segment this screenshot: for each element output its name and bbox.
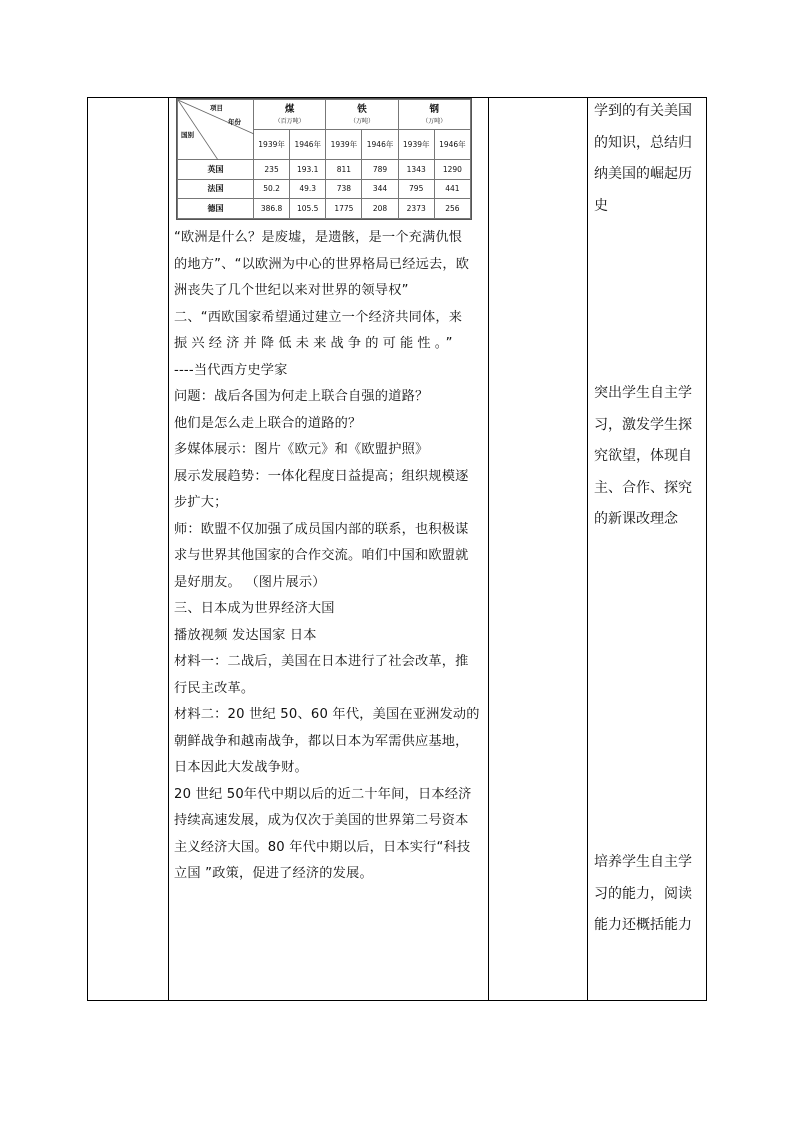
group-name: 铁 (357, 104, 367, 115)
remark-line: 培养学生自主学 (594, 854, 692, 870)
lesson-content (170, 225, 492, 888)
remark-block-2 (588, 378, 712, 536)
remark-line: 史 (594, 197, 608, 214)
year-header: 1946年 (290, 130, 326, 160)
table-cell: 49.3 (290, 179, 326, 199)
content-line: 材料一：二战后，美国在日本进行了社会改革，推 (174, 654, 469, 669)
remark-line: 学到的有关美国 (594, 103, 692, 119)
content-line: 播放视频 发达国家 日本 (174, 627, 317, 643)
table-cell: 441 (434, 179, 470, 199)
table-cell: 50.2 (254, 179, 290, 199)
remark-line: 突出学生自主学 (594, 385, 692, 401)
row-country: 法国 (178, 179, 254, 199)
content-line: 步扩大； (174, 495, 228, 510)
table-row (178, 179, 471, 199)
content-line: 他们是怎么走上联合的道路的？ (174, 415, 362, 431)
corner-label-item: 项目 (210, 104, 223, 112)
content-line: 多媒体展示：图片《欧元》和《欧盟护照》 (174, 442, 429, 457)
year-header: 1939年 (398, 130, 434, 160)
table-cell: 256 (434, 199, 470, 219)
content-line: 洲丧失了几个世纪以来对世界的领导权” (174, 283, 409, 298)
group-header (398, 100, 470, 130)
table-cell: 738 (326, 179, 362, 199)
content-line: 师：欧盟不仅加强了成员国内部的联系，也积极谋 (174, 521, 469, 537)
content-line: 三、日本成为世界经济大国 (174, 601, 335, 616)
content-line: 20 世纪 50年代中期以后的近二十年间，日本经济 (174, 786, 472, 802)
group-name: 钢 (429, 104, 440, 115)
row-country: 英国 (178, 160, 254, 180)
table-corner-cell (178, 100, 254, 160)
table-cell: 193.1 (290, 160, 326, 180)
group-header (326, 100, 398, 130)
remark-line: 能力还概括能力 (594, 917, 692, 933)
content-line: 是好朋友。 （图片展示） (174, 574, 326, 590)
content-line: 行民主改革。 (174, 680, 255, 696)
table-cell: 1343 (398, 160, 434, 180)
year-header: 1946年 (434, 130, 470, 160)
year-header: 1946年 (362, 130, 398, 160)
table-cell: 1775 (326, 199, 362, 219)
group-unit: （百万吨） (274, 118, 305, 125)
remark-line: 的知识，总结归 (594, 134, 692, 151)
group-unit: （万吨） (422, 118, 447, 125)
content-line: 持续高速发展，成为仅次于美国的世界第二号资本 (174, 813, 469, 828)
remark-line: 纳美国的崛起历 (594, 166, 692, 182)
remark-line: 的新课改理念 (594, 511, 678, 527)
content-line: 朝鲜战争和越南战争，都以日本为军需供应基地， (174, 733, 469, 749)
row-country: 德国 (178, 199, 254, 219)
table-cell: 235 (254, 160, 290, 180)
content-line: 日本因此大发战争财。 (174, 760, 308, 775)
group-header (254, 100, 326, 130)
corner-label-country: 国别 (181, 131, 194, 139)
table-row (178, 199, 471, 219)
remark-line: 习的能力，阅读 (594, 885, 692, 902)
year-header: 1939年 (326, 130, 362, 160)
content-line: “欧洲是什么？是废墟，是遗骸，是一个充满仇恨 (174, 230, 463, 245)
content-line: 展示发展趋势：一体化程度日益提高；组织规模逐 (174, 468, 469, 484)
remark-line: 主、合作、探究 (594, 479, 692, 496)
content-line: 求与世界其他国家的合作交流。咱们中国和欧盟就 (174, 548, 469, 563)
content-line: 的地方”、“以欧洲为中心的世界格局已经远去，欧 (174, 256, 470, 272)
remark-line: 究欲望，体现自 (594, 448, 692, 464)
table-cell: 386.8 (254, 199, 290, 219)
table-cell: 811 (326, 160, 362, 180)
content-line: ----当代西方史学家 (174, 362, 288, 378)
group-name: 煤 (284, 104, 295, 115)
remark-block-1 (588, 96, 712, 222)
content-line: 材料二：20 世纪 50、60 年代，美国在亚洲发动的 (174, 707, 480, 722)
remark-line: 习，激发学生探 (594, 416, 692, 433)
group-unit: （万吨） (349, 118, 374, 125)
table-cell: 795 (398, 179, 434, 199)
table-cell: 344 (362, 179, 398, 199)
corner-label-year: 年份 (228, 118, 241, 126)
table-cell: 789 (362, 160, 398, 180)
remark-block-3 (588, 847, 712, 942)
column-divider (168, 98, 169, 1000)
content-line: 二、“西欧国家希望通过建立一个经济共同体，来 (174, 309, 463, 325)
table-row (178, 160, 471, 180)
table-cell: 208 (362, 199, 398, 219)
year-header: 1939年 (254, 130, 290, 160)
production-data-table (176, 98, 472, 220)
table-cell: 1290 (434, 160, 470, 180)
table-cell: 2373 (398, 199, 434, 219)
content-line: 问题：战后各国为何走上联合自强的道路？ (174, 389, 429, 404)
table-cell: 105.5 (290, 199, 326, 219)
content-line: 主义经济大国。80 年代中期以后，日本实行“科技 (174, 839, 471, 855)
lesson-table (87, 97, 707, 1001)
content-line: 振兴经济并降低未来战争的可能性。” (174, 336, 457, 351)
content-line: 立国 ”政策，促进了经济的发展。 (174, 866, 373, 881)
